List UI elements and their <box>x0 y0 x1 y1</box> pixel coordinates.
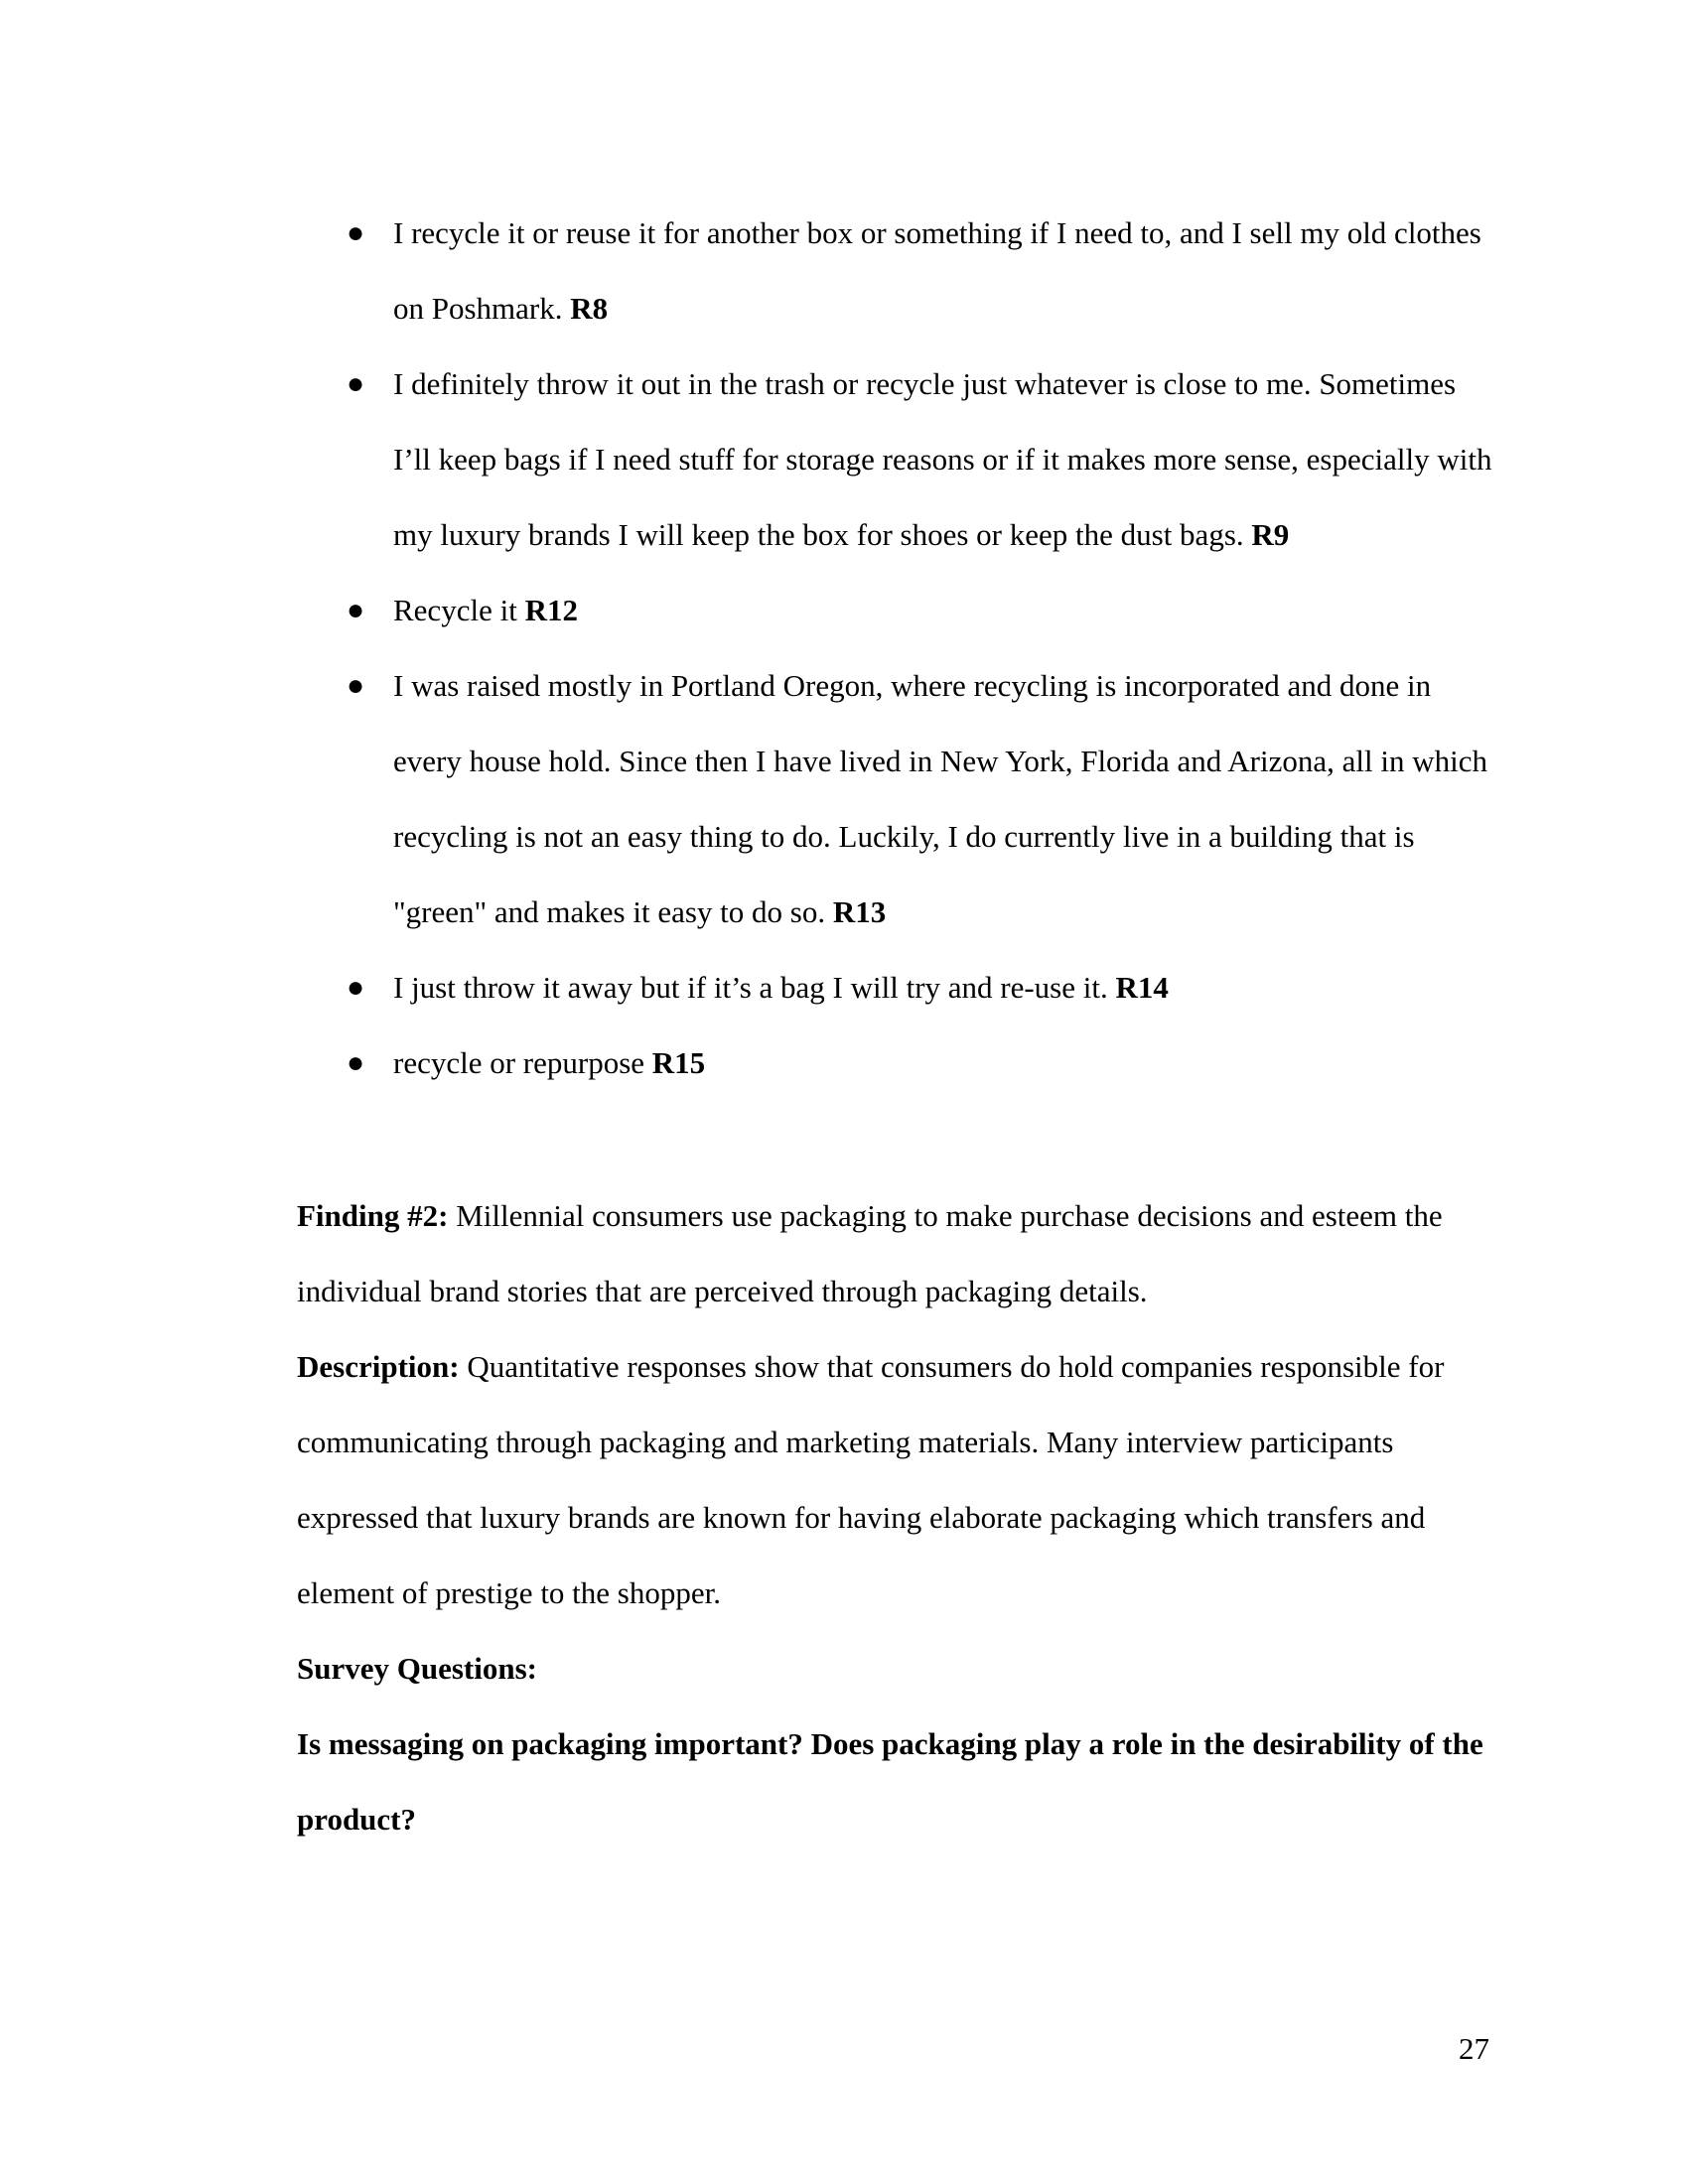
response-list <box>347 196 1498 1101</box>
finding-text: Millennial consumers use packaging to make purchase decisions and esteem the individual brand stories that are perceived through packaging details. <box>297 1198 1443 1308</box>
list-item <box>347 346 1498 573</box>
finding-label: Finding #2: <box>297 1198 449 1233</box>
survey-question: Is messaging on packaging important? Does packaging play a role in the desirability of the product? <box>297 1726 1483 1837</box>
survey-heading: Survey Questions: <box>297 1651 537 1686</box>
response-ref: R15 <box>651 1045 706 1080</box>
page-number: 27 <box>1459 2031 1489 2066</box>
response-ref: R14 <box>1115 970 1169 1005</box>
response-text: I recycle it or reuse it for another box or something if I need to, and I sell my old clothes on Poshmark. <box>393 215 1481 326</box>
list-item <box>347 573 1498 648</box>
response-ref: R9 <box>1251 517 1290 552</box>
bullet-icon: ● <box>347 594 365 626</box>
body-text <box>297 1178 1498 1857</box>
response-ref: R8 <box>570 291 609 326</box>
list-item <box>347 950 1498 1025</box>
response-text: Recycle it <box>393 593 517 627</box>
description-text: Quantitative responses show that consumers do hold companies responsible for communicating through packaging and marketing materials. Many interview participants expressed that luxury brands are known for having elaborate packaging which transfers and element of prestige to the shopper. <box>297 1349 1445 1610</box>
response-text: I definitely throw it out in the trash or recycle just whatever is close to me. Sometimes I’ll keep bags if I need stuff for storage reasons or if it makes more sense, especially with my luxury brands I will keep the box for shoes or keep the dust bags. <box>393 366 1492 552</box>
bullet-icon: ● <box>347 367 365 400</box>
response-text: I was raised mostly in Portland Oregon, where recycling is incorporated and done in every house hold. Since then I have lived in New York, Florida and Arizona, all in which recycling is not an easy thing to do. Luckily, I do currently live in a building that is "green" and makes it easy to do so. <box>393 668 1487 929</box>
description-paragraph <box>297 1329 1498 1631</box>
bullet-icon: ● <box>347 971 365 1004</box>
response-text: I just throw it away but if it’s a bag I will try and re-use it. <box>393 970 1108 1005</box>
description-label: Description: <box>297 1349 460 1384</box>
bullet-icon: ● <box>347 669 365 702</box>
bullet-icon: ● <box>347 1046 365 1079</box>
list-item <box>347 648 1498 950</box>
finding-paragraph <box>297 1178 1498 1329</box>
list-item <box>347 196 1498 346</box>
bullet-icon: ● <box>347 216 365 249</box>
response-ref: R12 <box>524 593 578 627</box>
response-text: recycle or repurpose <box>393 1045 645 1080</box>
list-item <box>347 1025 1498 1101</box>
response-ref: R13 <box>832 894 887 929</box>
